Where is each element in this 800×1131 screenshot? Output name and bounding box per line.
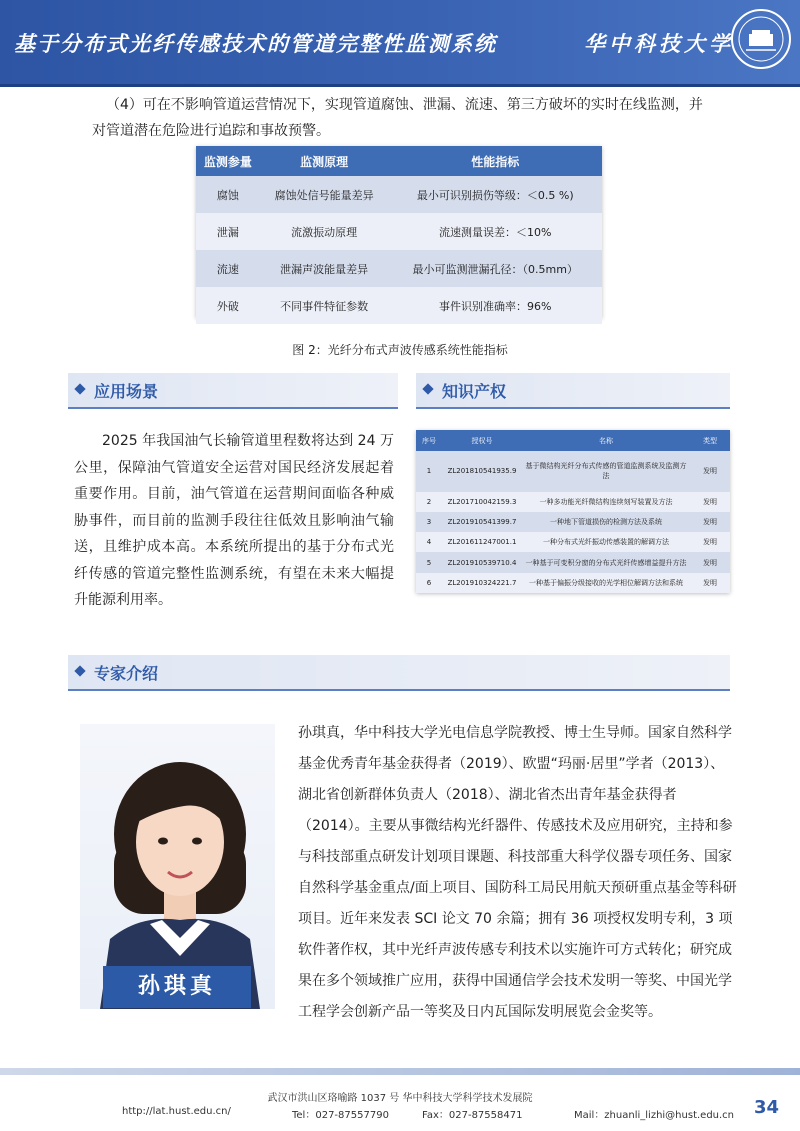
- table-cell: 流速测量误差：＜10%: [389, 213, 602, 250]
- section-bar-ip: [416, 373, 730, 409]
- perf-header-principle: 监测原理: [260, 146, 389, 176]
- performance-table: [196, 146, 602, 318]
- table-cell: 2: [416, 492, 442, 512]
- table-row: [196, 250, 602, 287]
- table-cell: 流激振动原理: [260, 213, 389, 250]
- page-number: 34: [754, 1097, 780, 1118]
- table-row: [416, 492, 730, 512]
- perf-header-metric: 性能指标: [389, 146, 602, 176]
- table-cell: 一种分布式光纤振动传感装置的解调方法: [522, 532, 690, 552]
- section-title-expert: 专家介绍: [94, 664, 159, 683]
- application-paragraph: 2025 年我国油气长输管道里程数将达到 24 万公里，保障油气管道安全运营对国民经济发展起着重要作用。目前，油气管道在运营期间面临各种威胁事件，而目前的监测手段往往低效且影响油气输送，且维护成本高。本系统所提出的基于分布式光纤传感的管道完整性监测系统，有望在未来大幅提升能源利用率。: [74, 433, 394, 608]
- table-cell: ZL201710042159.3: [442, 492, 522, 512]
- university-logo-icon: [730, 8, 792, 70]
- table-row: [416, 512, 730, 532]
- section-title-ip: 知识产权: [442, 382, 507, 401]
- footer-fax: Fax：027-87558471: [422, 1110, 523, 1121]
- intro-paragraph: （4）可在不影响管道运营情况下，实现管道腐蚀、泄漏、流速、第三方破坏的实时在线监测，并对管道潜在危险进行追踪和事故预警。: [92, 97, 703, 139]
- table-cell: 6: [416, 573, 442, 593]
- table-cell: 发明: [690, 552, 730, 572]
- table-cell: ZL201910541399.7: [442, 512, 522, 532]
- table-cell: 不同事件特征参数: [260, 287, 389, 324]
- expert-name-plate: 孙琪真: [103, 966, 251, 1008]
- table-row: [196, 176, 602, 213]
- table-row: [416, 552, 730, 572]
- footer-website[interactable]: http://lat.hust.edu.cn/: [122, 1106, 231, 1117]
- table-cell: 发明: [690, 451, 730, 492]
- patent-header-id: 授权号: [442, 430, 522, 451]
- patent-header-name: 名称: [522, 430, 690, 451]
- table-row: [416, 573, 730, 593]
- page-header: [0, 0, 800, 87]
- table-cell: 发明: [690, 492, 730, 512]
- section-bar-expert: [68, 655, 730, 691]
- table-cell: ZL201910539710.4: [442, 552, 522, 572]
- table-cell: 发明: [690, 512, 730, 532]
- table-cell: ZL201611247001.1: [442, 532, 522, 552]
- table-cell: 泄漏声波能量差异: [260, 250, 389, 287]
- table-cell: 5: [416, 552, 442, 572]
- table-cell: 最小可识别损伤等级：＜0.5 %): [389, 176, 602, 213]
- expert-bio: 孙琪真，华中科技大学光电信息学院教授、博士生导师。国家自然科学基金优秀青年基金获得者（2019）、欧盟“玛丽·居里”学者（2013）、湖北省创新群体负责人（2018）、湖北省杰出青年基金获得者（2014）。主要从事微结构光纤器件、传感技术及应用研究，主持和参与科技部重点研发计划项目课题、科技部重大科学仪器专项任务、国家自然科学基金重点/面上项目、国防科工局民用航天预研重点基金等科研项目。近年来发表 SCI 论文 70 余篇；拥有 36 项授权发明专利，3 项软件著作权，其中光纤声波传感专利技术以实施许可方式转化；研究成果在多个领域推广应用，获得中国通信学会技术发明一等奖、中国光学工程学会创新产品一等奖及日内瓦国际发明展览会金奖等。: [298, 725, 737, 1020]
- footer-stripe: [0, 1068, 800, 1075]
- table-cell: 腐蚀: [196, 176, 260, 213]
- table-cell: 发明: [690, 573, 730, 593]
- perf-header-param: 监测参量: [196, 146, 260, 176]
- table-cell: 4: [416, 532, 442, 552]
- diamond-bullet-icon: [74, 665, 85, 676]
- table-cell: 一种基于可变积分窗的分布式光纤传感增益提升方法: [522, 552, 690, 572]
- table-cell: ZL201910324221.7: [442, 573, 522, 593]
- table-cell: ZL201810541935.9: [442, 451, 522, 492]
- table-cell: 外破: [196, 287, 260, 324]
- footer-address: 武汉市洪山区珞喻路 1037 号 华中科技大学科学技术发展院: [267, 1093, 533, 1104]
- table-cell: 发明: [690, 532, 730, 552]
- patent-table: [416, 430, 730, 593]
- table-cell: 最小可监测泄漏孔径：（0.5mm）: [389, 250, 602, 287]
- header-title: 基于分布式光纤传感技术的管道完整性监测系统: [14, 31, 497, 56]
- diamond-bullet-icon: [74, 383, 85, 394]
- table-cell: 腐蚀处信号能量差异: [260, 176, 389, 213]
- table-cell: 一种基于偏振分级接收的光学相位解调方法和系统: [522, 573, 690, 593]
- table-cell: 流速: [196, 250, 260, 287]
- table-cell: 一种多功能光纤微结构连续刻写装置及方法: [522, 492, 690, 512]
- table-row: [416, 451, 730, 492]
- table-cell: 事件识别准确率：96%: [389, 287, 602, 324]
- footer-mail[interactable]: Mail：zhuanli_lizhi@hust.edu.cn: [574, 1110, 735, 1121]
- table-row: [196, 287, 602, 324]
- table-row: [416, 532, 730, 552]
- table-cell: 一种地下管道损伤的检测方法及系统: [522, 512, 690, 532]
- patent-header-type: 类型: [690, 430, 730, 451]
- diamond-bullet-icon: [422, 383, 433, 394]
- table-cell: 3: [416, 512, 442, 532]
- patent-header-no: 序号: [416, 430, 442, 451]
- footer-tel: Tel：027-87557790: [292, 1110, 389, 1121]
- section-bar-application: [68, 373, 398, 409]
- table-row: [196, 213, 602, 250]
- table-cell: 泄漏: [196, 213, 260, 250]
- header-university: 华中科技大学: [584, 31, 734, 56]
- table-cell: 基于微结构光纤分布式传感的管道监测系统及监测方法: [522, 451, 690, 492]
- table-cell: 1: [416, 451, 442, 492]
- figure-caption: 图 2：光纤分布式声波传感系统性能指标: [292, 343, 508, 357]
- section-title-application: 应用场景: [94, 382, 159, 401]
